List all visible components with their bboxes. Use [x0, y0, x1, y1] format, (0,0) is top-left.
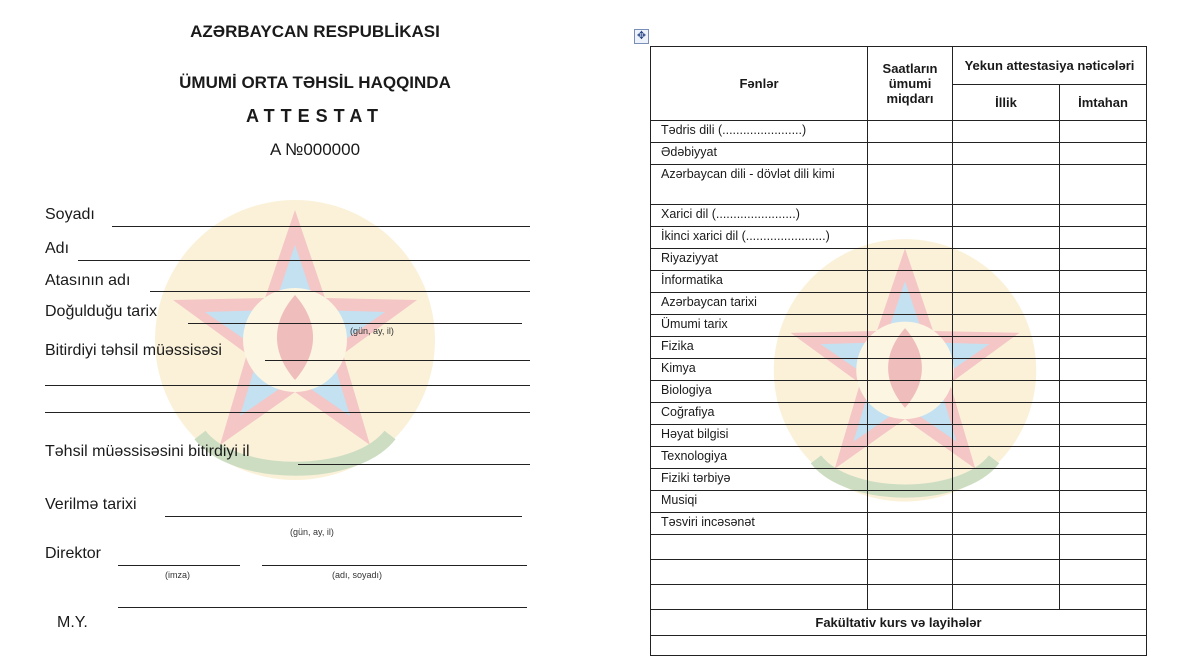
exam-cell[interactable]	[1060, 271, 1147, 293]
issue-date-label: Verilmə tarixi	[45, 496, 137, 513]
table-row	[651, 227, 1147, 249]
subject-cell: Ümumi tarix	[651, 315, 868, 337]
subjects-header: Fənlər	[651, 47, 868, 121]
hours-cell[interactable]	[868, 585, 953, 610]
subject-cell: Həyat bilgisi	[651, 425, 868, 447]
table-row	[651, 121, 1147, 143]
signature-hint: (imza)	[165, 570, 190, 580]
institution-line-1[interactable]	[265, 360, 530, 361]
subject-cell: İkinci xarici dil (.......................)	[651, 227, 868, 249]
table-row	[651, 469, 1147, 491]
table-row	[651, 315, 1147, 337]
institution-label: Bitirdiyi təhsil müəssisəsi	[45, 342, 222, 359]
hours-cell[interactable]	[868, 381, 953, 403]
director-label: Direktor	[45, 545, 102, 562]
exam-cell[interactable]	[1060, 585, 1147, 610]
optional-courses-blank-row	[651, 636, 1147, 656]
hours-cell[interactable]	[868, 143, 953, 165]
seal-label: M.Y.	[57, 614, 88, 631]
director-name-line[interactable]	[262, 565, 527, 566]
hours-cell[interactable]	[868, 359, 953, 381]
annual-cell[interactable]	[953, 271, 1060, 293]
annual-cell[interactable]	[953, 560, 1060, 585]
exam-cell[interactable]	[1060, 469, 1147, 491]
hours-cell[interactable]	[868, 315, 953, 337]
institution-line-3[interactable]	[45, 412, 530, 413]
hours-cell[interactable]	[868, 403, 953, 425]
table-row	[651, 359, 1147, 381]
patronymic-label: Atasının adı	[45, 272, 131, 289]
annual-cell[interactable]	[953, 447, 1060, 469]
exam-cell[interactable]	[1060, 165, 1147, 205]
table-move-handle-icon[interactable]: ✥	[634, 29, 649, 44]
grades-table	[650, 46, 1147, 656]
surname-label: Soyadı	[45, 206, 95, 223]
birth-date-line[interactable]	[188, 323, 522, 324]
document-type: ATTESTAT	[246, 106, 384, 126]
annual-cell[interactable]	[953, 535, 1060, 560]
table-row	[651, 165, 1147, 205]
exam-cell[interactable]	[1060, 560, 1147, 585]
subject-cell: Musiqi	[651, 491, 868, 513]
birth-date-label: Doğulduğu tarix	[45, 303, 158, 320]
optional-courses-header: Fakültativ kurs və layihələr	[651, 610, 1147, 636]
name-label: Adı	[45, 240, 70, 257]
hours-cell[interactable]	[868, 249, 953, 271]
annual-header: İllik	[953, 85, 1060, 121]
subject-cell: Riyaziyyat	[651, 249, 868, 271]
seal-line[interactable]	[118, 607, 527, 608]
annual-cell[interactable]	[953, 205, 1060, 227]
table-row	[651, 513, 1147, 535]
hours-cell[interactable]	[868, 491, 953, 513]
subject-cell: Xarici dil (.......................)	[651, 205, 868, 227]
subject-cell: Fizika	[651, 337, 868, 359]
exam-cell[interactable]	[1060, 381, 1147, 403]
hours-cell[interactable]	[868, 205, 953, 227]
empty-row	[651, 585, 1147, 610]
hours-header: Saatların ümumi miqdarı	[868, 47, 953, 121]
graduation-year-label: Təhsil müəssisəsini bitirdiyi il	[45, 443, 250, 460]
annual-cell[interactable]	[953, 121, 1060, 143]
annual-cell[interactable]	[953, 359, 1060, 381]
exam-cell[interactable]	[1060, 227, 1147, 249]
table-row	[651, 143, 1147, 165]
document-number: A №000000	[269, 140, 361, 159]
exam-cell[interactable]	[1060, 425, 1147, 447]
subject-cell: Fiziki tərbiyə	[651, 469, 868, 491]
optional-courses-row	[651, 610, 1147, 636]
exam-cell[interactable]	[1060, 121, 1147, 143]
institution-line-2[interactable]	[45, 385, 530, 386]
name-line[interactable]	[78, 260, 530, 261]
table-row	[651, 403, 1147, 425]
table-row	[651, 491, 1147, 513]
annual-cell[interactable]	[953, 315, 1060, 337]
subject-cell: Tədris dili (.......................)	[651, 121, 868, 143]
optional-courses-cell[interactable]	[651, 636, 1147, 656]
republic-title: AZƏRBAYCAN RESPUBLİKASI	[190, 22, 440, 41]
director-signature-line[interactable]	[118, 565, 240, 566]
table-row	[651, 271, 1147, 293]
left-page	[0, 0, 600, 650]
exam-cell[interactable]	[1060, 513, 1147, 535]
exam-cell[interactable]	[1060, 359, 1147, 381]
table-row	[651, 205, 1147, 227]
annual-cell[interactable]	[953, 491, 1060, 513]
hours-cell[interactable]	[868, 121, 953, 143]
patronymic-line[interactable]	[150, 291, 530, 292]
exam-cell[interactable]	[1060, 205, 1147, 227]
exam-cell[interactable]	[1060, 535, 1147, 560]
annual-cell[interactable]	[953, 165, 1060, 205]
annual-cell[interactable]	[953, 513, 1060, 535]
table-row	[651, 425, 1147, 447]
subject-cell: İnformatika	[651, 271, 868, 293]
subject-cell: Ədəbiyyat	[651, 143, 868, 165]
hours-cell[interactable]	[868, 227, 953, 249]
hours-cell[interactable]	[868, 271, 953, 293]
annual-cell[interactable]	[953, 143, 1060, 165]
hours-cell[interactable]	[868, 513, 953, 535]
exam-cell[interactable]	[1060, 293, 1147, 315]
exam-cell[interactable]	[1060, 447, 1147, 469]
subject-cell: Təsviri incəsənət	[651, 513, 868, 535]
annual-cell[interactable]	[953, 585, 1060, 610]
exam-cell[interactable]	[1060, 491, 1147, 513]
exam-header: İmtahan	[1060, 85, 1147, 121]
annual-cell[interactable]	[953, 381, 1060, 403]
issue-date-hint: (gün, ay, il)	[290, 527, 334, 537]
graduation-year-line[interactable]	[298, 464, 530, 465]
exam-cell[interactable]	[1060, 315, 1147, 337]
empty-row	[651, 560, 1147, 585]
hours-cell[interactable]	[868, 165, 953, 205]
surname-line[interactable]	[112, 226, 530, 227]
exam-cell[interactable]	[1060, 249, 1147, 271]
annual-cell[interactable]	[953, 293, 1060, 315]
empty-row	[651, 535, 1147, 560]
table-row	[651, 381, 1147, 403]
issue-date-line[interactable]	[165, 516, 522, 517]
exam-cell[interactable]	[1060, 337, 1147, 359]
exam-cell[interactable]	[1060, 143, 1147, 165]
birth-date-hint: (gün, ay, il)	[350, 326, 394, 336]
hours-cell[interactable]	[868, 425, 953, 447]
exam-cell[interactable]	[1060, 403, 1147, 425]
subject-cell: Azərbaycan tarixi	[651, 293, 868, 315]
annual-cell[interactable]	[953, 403, 1060, 425]
table-row	[651, 293, 1147, 315]
hours-cell[interactable]	[868, 469, 953, 491]
annual-cell[interactable]	[953, 249, 1060, 271]
table-row	[651, 447, 1147, 469]
annual-cell[interactable]	[953, 425, 1060, 447]
subject-cell: Coğrafiya	[651, 403, 868, 425]
subject-cell[interactable]	[651, 535, 868, 560]
subject-cell: Kimya	[651, 359, 868, 381]
annual-cell[interactable]	[953, 337, 1060, 359]
subject-cell: Texnologiya	[651, 447, 868, 469]
subject-cell: Biologiya	[651, 381, 868, 403]
document-subtitle: ÜMUMİ ORTA TƏHSİL HAQQINDA	[179, 73, 451, 92]
hours-cell[interactable]	[868, 560, 953, 585]
subject-cell: Azərbaycan dili - dövlət dili kimi	[651, 165, 868, 205]
subject-cell[interactable]	[651, 585, 868, 610]
hours-cell[interactable]	[868, 447, 953, 469]
annual-cell[interactable]	[953, 469, 1060, 491]
table-row	[651, 337, 1147, 359]
hours-cell[interactable]	[868, 535, 953, 560]
hours-cell[interactable]	[868, 337, 953, 359]
table-row	[651, 249, 1147, 271]
name-hint: (adı, soyadı)	[332, 570, 383, 580]
final-results-header: Yekun attestasiya nəticələri	[953, 47, 1147, 85]
hours-cell[interactable]	[868, 293, 953, 315]
annual-cell[interactable]	[953, 227, 1060, 249]
subject-cell[interactable]	[651, 560, 868, 585]
